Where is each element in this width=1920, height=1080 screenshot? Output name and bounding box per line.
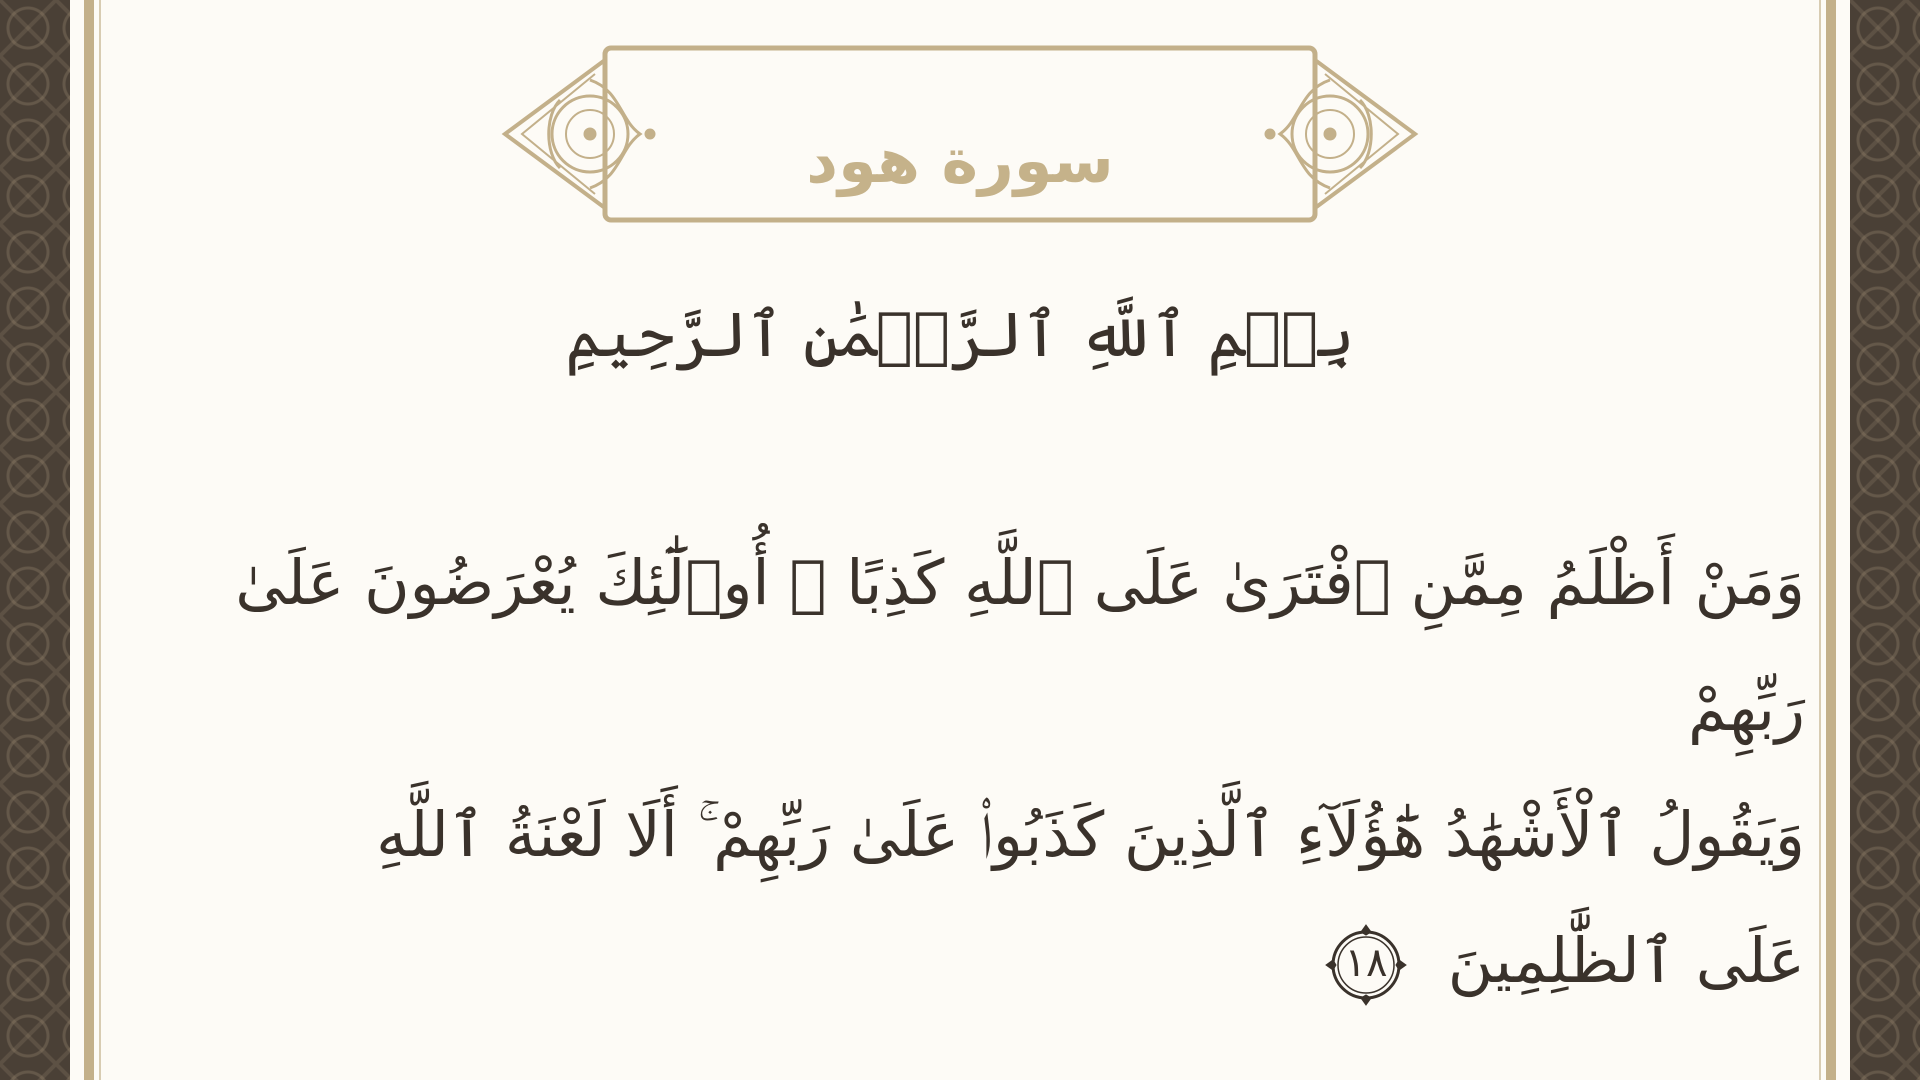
verse-text xyxy=(190,520,1805,1024)
verse-line-3-text: عَلَى ٱلظَّٰلِمِينَ xyxy=(1447,924,1805,997)
basmala: بِسۡمِ ٱللَّهِ ٱلرَّحۡمَٰنِ ٱلرَّحِيمِ xyxy=(565,298,1355,371)
surah-title-banner xyxy=(500,40,1420,230)
surah-title: سورة هود xyxy=(806,124,1114,197)
verse-line-3 xyxy=(190,898,1805,1024)
right-inner-line xyxy=(1819,0,1821,1080)
right-ornamental-border xyxy=(1850,0,1920,1080)
left-ornamental-border xyxy=(0,0,70,1080)
right-gold-rule xyxy=(1826,0,1836,1080)
left-gold-rule xyxy=(84,0,94,1080)
verse-line-2: وَيَقُولُ ٱلْأَشْهَٰدُ هَٰٓؤُلَآءِ ٱلَّذِينَ كَذَبُوا۟ عَلَىٰ رَبِّهِمْ ۚ أَلَا لَعْنَةُ ٱللَّهِ xyxy=(376,798,1805,871)
left-inner-line xyxy=(99,0,101,1080)
verse-number: ١٨ xyxy=(1344,939,1388,986)
verse-line-1: وَمَنْ أَظْلَمُ مِمَّنِ ٱفْتَرَىٰ عَلَى ٱللَّهِ كَذِبًا ۚ أُو۟لَٰٓئِكَ يُعْرَضُونَ عَلَىٰ رَبِّهِمْ xyxy=(235,546,1805,745)
verse-number-marker xyxy=(1324,923,1408,1007)
